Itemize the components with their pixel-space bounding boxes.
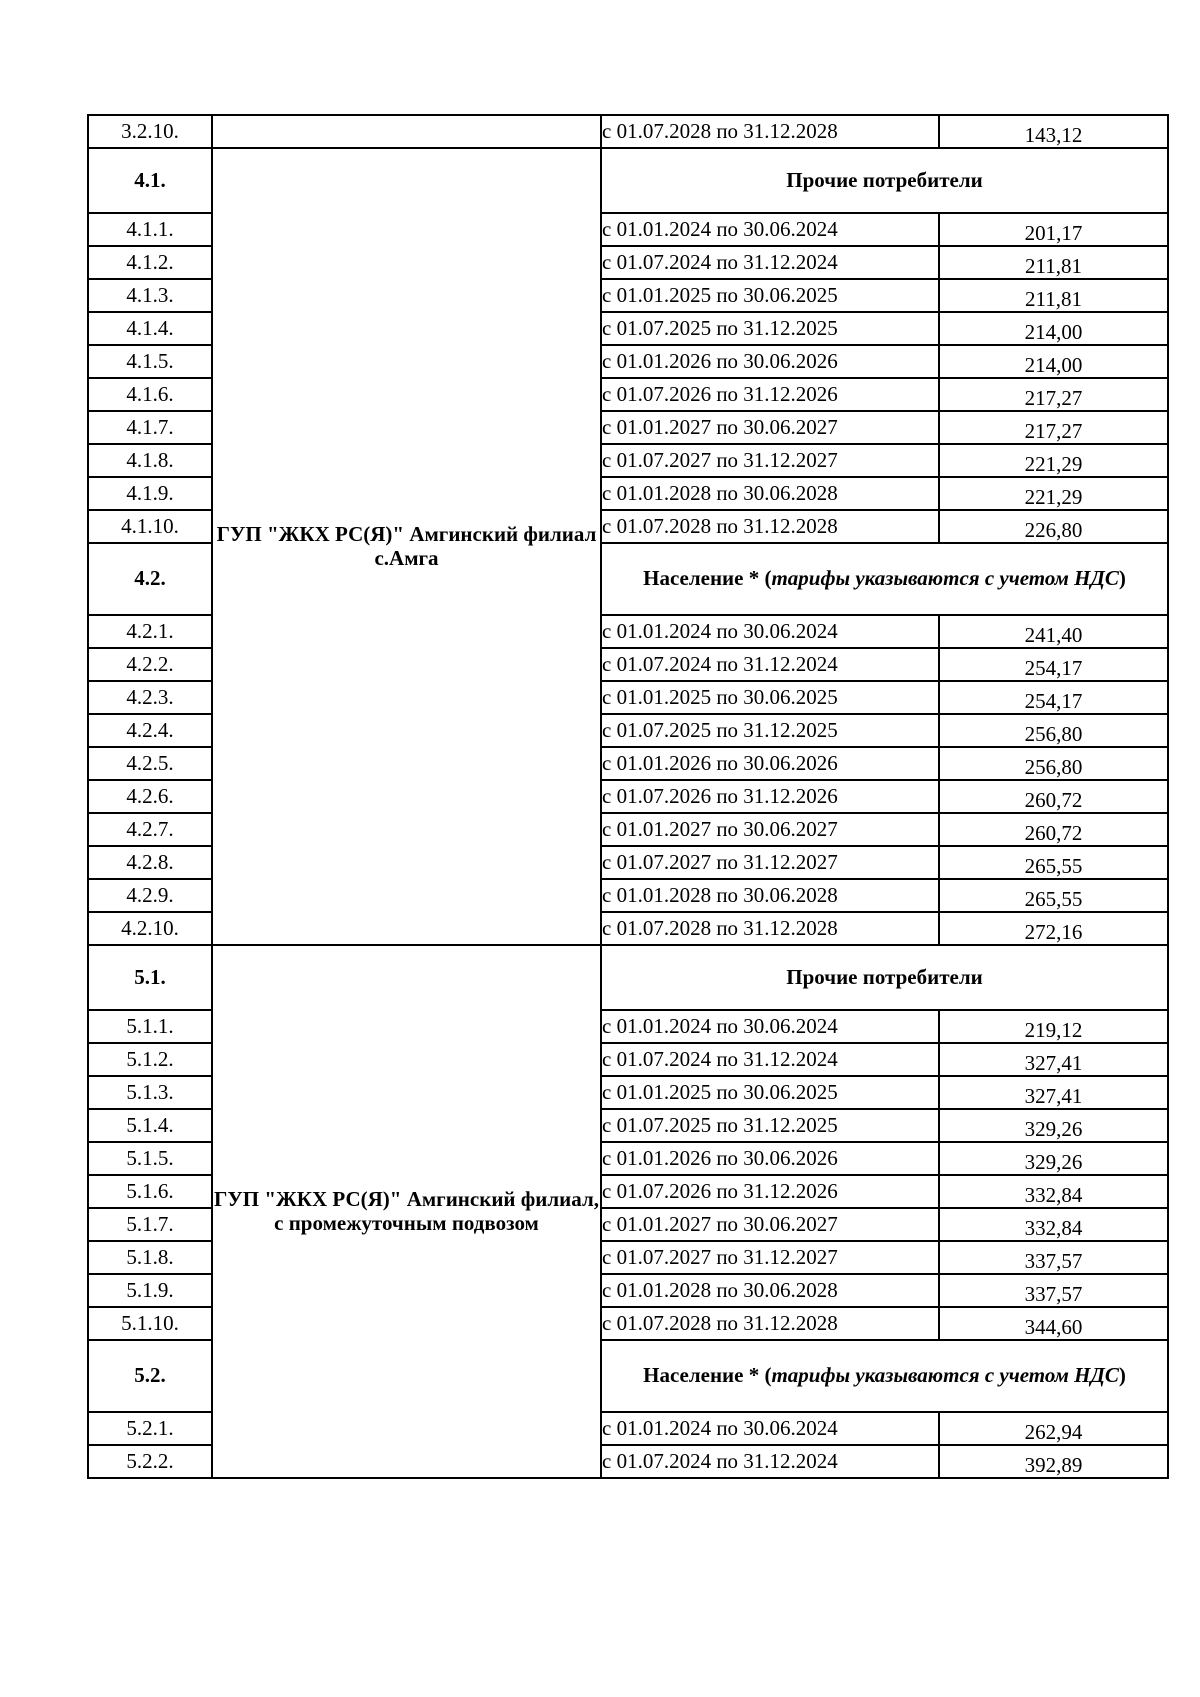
tariff-value: 143,12 xyxy=(939,115,1168,148)
tariff-value: 241,40 xyxy=(939,615,1168,648)
tariff-table xyxy=(87,114,1169,1479)
tariff-period: с 01.01.2026 по 30.06.2026 xyxy=(601,747,939,780)
group-label-main: Население * ( xyxy=(643,566,772,591)
tariff-period: с 01.01.2028 по 30.06.2028 xyxy=(601,477,939,510)
organization-name xyxy=(212,148,601,945)
tariff-period: с 01.07.2025 по 31.12.2025 xyxy=(601,1109,939,1142)
tariff-value: 272,16 xyxy=(939,912,1168,945)
tariff-value: 332,84 xyxy=(939,1175,1168,1208)
group-number: 5.1. xyxy=(88,945,212,1010)
tariff-period: с 01.01.2026 по 30.06.2026 xyxy=(601,1142,939,1175)
tariff-period: с 01.07.2024 по 31.12.2024 xyxy=(601,1445,939,1478)
row-number: 4.1.4. xyxy=(88,312,212,345)
row-number: 4.1.3. xyxy=(88,279,212,312)
tariff-period: с 01.01.2024 по 30.06.2024 xyxy=(601,615,939,648)
tariff-value: 256,80 xyxy=(939,714,1168,747)
tariff-period: с 01.01.2024 по 30.06.2024 xyxy=(601,213,939,246)
row-number: 4.1.5. xyxy=(88,345,212,378)
consumer-group-label xyxy=(601,1340,1168,1412)
tariff-period: с 01.07.2026 по 31.12.2026 xyxy=(601,780,939,813)
row-number: 4.2.1. xyxy=(88,615,212,648)
row-number: 5.2.1. xyxy=(88,1412,212,1445)
row-number: 5.1.7. xyxy=(88,1208,212,1241)
row-number: 4.2.6. xyxy=(88,780,212,813)
tariff-value: 327,41 xyxy=(939,1043,1168,1076)
tariff-period: с 01.07.2028 по 31.12.2028 xyxy=(601,115,939,148)
tariff-period: с 01.01.2027 по 30.06.2027 xyxy=(601,813,939,846)
tariff-period: с 01.07.2027 по 31.12.2027 xyxy=(601,1241,939,1274)
tariff-period: с 01.07.2028 по 31.12.2028 xyxy=(601,510,939,543)
table-row xyxy=(88,115,1168,148)
tariff-value: 392,89 xyxy=(939,1445,1168,1478)
tariff-value: 337,57 xyxy=(939,1241,1168,1274)
tariff-value: 217,27 xyxy=(939,378,1168,411)
tariff-value: 254,17 xyxy=(939,681,1168,714)
row-number: 5.1.5. xyxy=(88,1142,212,1175)
row-number: 5.1.10. xyxy=(88,1307,212,1340)
row-number: 4.2.10. xyxy=(88,912,212,945)
tariff-value: 211,81 xyxy=(939,279,1168,312)
tariff-value: 262,94 xyxy=(939,1412,1168,1445)
tariff-period: с 01.01.2027 по 30.06.2027 xyxy=(601,411,939,444)
row-number: 5.1.2. xyxy=(88,1043,212,1076)
tariff-value: 265,55 xyxy=(939,846,1168,879)
row-number: 4.2.2. xyxy=(88,648,212,681)
tariff-period: с 01.07.2025 по 31.12.2025 xyxy=(601,312,939,345)
tariff-value: 344,60 xyxy=(939,1307,1168,1340)
organization-name xyxy=(212,945,601,1478)
consumer-group-label: Прочие потребители xyxy=(601,148,1168,213)
tariff-value: 214,00 xyxy=(939,312,1168,345)
group-header-row xyxy=(88,148,1168,213)
row-number: 5.1.1. xyxy=(88,1010,212,1043)
tariff-period: с 01.07.2024 по 31.12.2024 xyxy=(601,246,939,279)
tariff-value: 226,80 xyxy=(939,510,1168,543)
tariff-period: с 01.07.2024 по 31.12.2024 xyxy=(601,1043,939,1076)
group-label-close: ) xyxy=(1118,566,1126,591)
tariff-value: 254,17 xyxy=(939,648,1168,681)
group-label-close: ) xyxy=(1118,1363,1126,1388)
tariff-value: 260,72 xyxy=(939,780,1168,813)
tariff-period: с 01.07.2028 по 31.12.2028 xyxy=(601,912,939,945)
tariff-period: с 01.01.2028 по 30.06.2028 xyxy=(601,1274,939,1307)
organization-label: ГУП "ЖКХ РС(Я)" Амгинский филиал, с промежуточным подвозом xyxy=(213,1187,600,1235)
tariff-value: 332,84 xyxy=(939,1208,1168,1241)
tariff-value: 201,17 xyxy=(939,213,1168,246)
tariff-period: с 01.01.2025 по 30.06.2025 xyxy=(601,279,939,312)
row-number: 4.1.2. xyxy=(88,246,212,279)
row-number: 5.1.3. xyxy=(88,1076,212,1109)
tariff-period: с 01.01.2024 по 30.06.2024 xyxy=(601,1010,939,1043)
row-number: 4.2.8. xyxy=(88,846,212,879)
tariff-period: с 01.07.2024 по 31.12.2024 xyxy=(601,648,939,681)
tariff-period: с 01.01.2025 по 30.06.2025 xyxy=(601,681,939,714)
row-number: 4.2.9. xyxy=(88,879,212,912)
tariff-table-body xyxy=(88,115,1168,1478)
row-number: 4.2.5. xyxy=(88,747,212,780)
group-number: 4.1. xyxy=(88,148,212,213)
tariff-period: с 01.07.2027 по 31.12.2027 xyxy=(601,846,939,879)
tariff-period: с 01.01.2027 по 30.06.2027 xyxy=(601,1208,939,1241)
row-number: 4.1.7. xyxy=(88,411,212,444)
organization-label: ГУП "ЖКХ РС(Я)" Амгинский филиал с.Амга xyxy=(216,522,597,570)
tariff-value: 256,80 xyxy=(939,747,1168,780)
tariff-period: с 01.01.2025 по 30.06.2025 xyxy=(601,1076,939,1109)
row-number: 5.1.4. xyxy=(88,1109,212,1142)
row-number: 4.1.1. xyxy=(88,213,212,246)
row-number: 4.2.4. xyxy=(88,714,212,747)
tariff-value: 217,27 xyxy=(939,411,1168,444)
tariff-value: 219,12 xyxy=(939,1010,1168,1043)
tariff-period: с 01.01.2026 по 30.06.2026 xyxy=(601,345,939,378)
row-number: 5.1.6. xyxy=(88,1175,212,1208)
tariff-value: 221,29 xyxy=(939,477,1168,510)
row-number: 4.2.3. xyxy=(88,681,212,714)
tariff-value: 337,57 xyxy=(939,1274,1168,1307)
tariff-value: 211,81 xyxy=(939,246,1168,279)
tariff-value: 329,26 xyxy=(939,1142,1168,1175)
tariff-period: с 01.07.2026 по 31.12.2026 xyxy=(601,378,939,411)
group-number: 4.2. xyxy=(88,543,212,615)
row-number: 4.1.8. xyxy=(88,444,212,477)
group-header-row xyxy=(88,945,1168,1010)
group-label-main: Население * ( xyxy=(643,1363,772,1388)
consumer-group-label xyxy=(601,543,1168,615)
row-number: 4.1.9. xyxy=(88,477,212,510)
row-number: 5.1.8. xyxy=(88,1241,212,1274)
group-label-note: тарифы указываются с учетом НДС xyxy=(771,1363,1119,1388)
group-label-note: тарифы указываются с учетом НДС xyxy=(771,566,1119,591)
tariff-value: 265,55 xyxy=(939,879,1168,912)
tariff-value: 327,41 xyxy=(939,1076,1168,1109)
tariff-value: 214,00 xyxy=(939,345,1168,378)
organization-name xyxy=(212,115,601,148)
row-number: 5.1.9. xyxy=(88,1274,212,1307)
row-number: 5.2.2. xyxy=(88,1445,212,1478)
tariff-period: с 01.01.2028 по 30.06.2028 xyxy=(601,879,939,912)
consumer-group-label: Прочие потребители xyxy=(601,945,1168,1010)
row-number: 4.1.10. xyxy=(88,510,212,543)
tariff-value: 329,26 xyxy=(939,1109,1168,1142)
tariff-period: с 01.07.2025 по 31.12.2025 xyxy=(601,714,939,747)
tariff-value: 260,72 xyxy=(939,813,1168,846)
group-number: 5.2. xyxy=(88,1340,212,1412)
tariff-period: с 01.07.2028 по 31.12.2028 xyxy=(601,1307,939,1340)
row-number: 3.2.10. xyxy=(88,115,212,148)
row-number: 4.2.7. xyxy=(88,813,212,846)
tariff-period: с 01.07.2026 по 31.12.2026 xyxy=(601,1175,939,1208)
row-number: 4.1.6. xyxy=(88,378,212,411)
tariff-value: 221,29 xyxy=(939,444,1168,477)
tariff-period: с 01.01.2024 по 30.06.2024 xyxy=(601,1412,939,1445)
tariff-period: с 01.07.2027 по 31.12.2027 xyxy=(601,444,939,477)
